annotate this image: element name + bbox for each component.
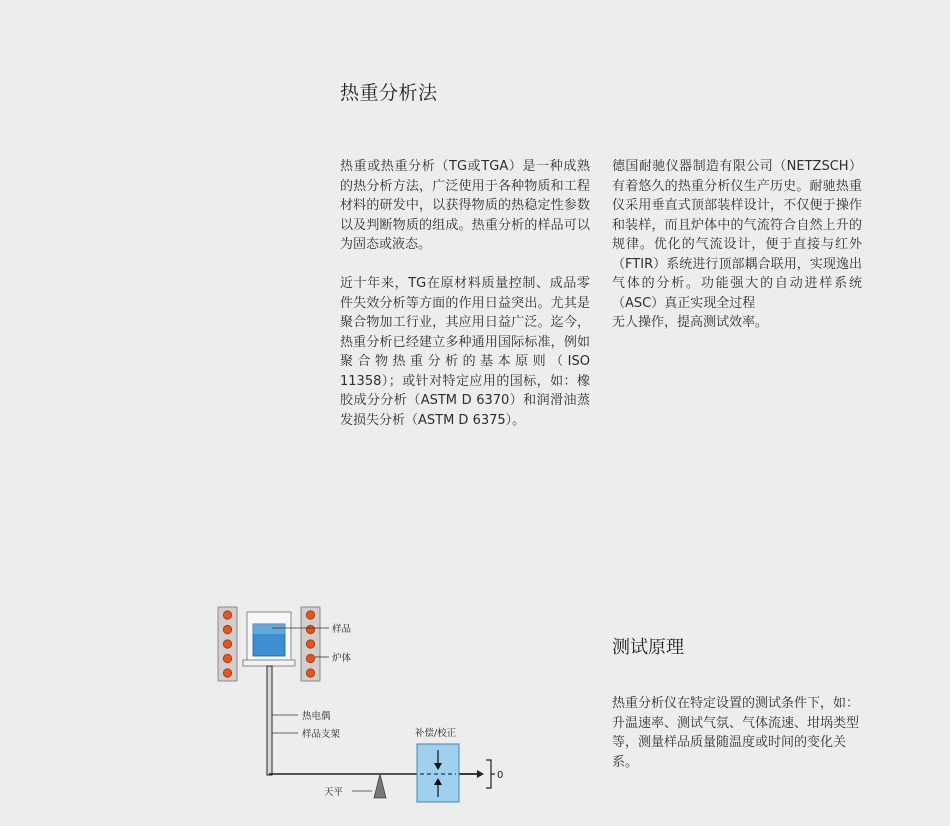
section-title: 测试原理 [612, 637, 684, 658]
zero-label: 0 [497, 770, 504, 781]
right-heater-block [301, 607, 320, 681]
balance-label: 天平 [324, 787, 344, 798]
thermocouple-label: 热电偶 [302, 711, 331, 722]
sample-holder-rod [267, 666, 272, 775]
principle-paragraph: 热重分析仪在特定设置的测试条件下，如：升温速率、测试气氛、气体流速、坩埚类型等，测量样品质量随温度或时间的变化关系。 [612, 696, 860, 770]
intro-paragraph: 热重或热重分析（TG或TGA）是一种成熟的热分析方法，广泛使用于各种物质和工程材料的研发中，以获得物质的热稳定性参数以及判断物质的组成。热重分析的样品可以为固态或液态。 [340, 159, 590, 252]
page-title: 热重分析法 [340, 82, 438, 104]
balance-pivot [374, 774, 386, 798]
furnace-label: 炉体 [332, 653, 352, 664]
sample-label: 样品 [332, 624, 352, 635]
zero-bracket [486, 760, 495, 788]
compensation-label: 补偿/校正 [415, 728, 457, 739]
sample-crucible [243, 612, 295, 666]
intro-paragraph: 近十年来，TG在原材料质量控制、成品零件失效分析等方面的作用日益突出。尤其是聚合物加工行业，其应用日益广泛。迄今，热重分析已经建立多种通用国际标准，例如聚合物热重分析的基本原则（ISO 11358）；或针对特定应用的国标，如：橡胶成分分析（ASTM D 6370）和润滑油蒸发损失分析（ASTM D 6375）。 [340, 276, 590, 428]
intro-paragraph: 无人操作，提高测试效率。 [612, 315, 769, 330]
sample-holder-label: 样品支架 [302, 729, 341, 740]
intro-paragraph: 德国耐驰仪器制造有限公司（NETZSCH）有着悠久的热重分析仪生产历史。耐驰热重仪采用垂直式顶部装样设计，不仅便于操作和装样，而且炉体中的气流符合自然上升的规律。优化的气流设计，便于直接与红外（FTIR）系统进行顶部耦合联用，实现逸出气体的分析。功能强大的自动进样系统（ASC）真正实现全过程 [612, 159, 862, 311]
output-arrowhead [477, 770, 484, 778]
left-heater-block [218, 607, 237, 681]
compensation-sensor [417, 744, 459, 802]
